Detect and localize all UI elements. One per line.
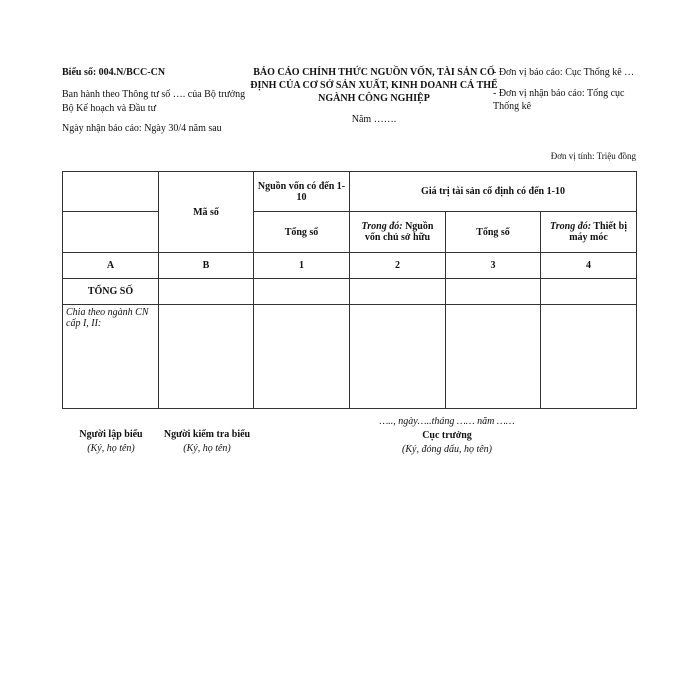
table-cell xyxy=(446,279,541,305)
header-right xyxy=(493,66,643,121)
signature-director xyxy=(352,415,542,457)
report-table xyxy=(62,171,637,409)
col-capital-header: Nguồn vốn có đến 1-10 xyxy=(254,172,350,212)
reporting-unit: - Đơn vị báo cáo: Cục Thống kê … xyxy=(493,67,635,78)
breakdown-row xyxy=(63,305,637,409)
table-cell xyxy=(446,305,541,409)
table-header-row xyxy=(63,172,637,212)
index-row xyxy=(63,253,637,279)
col-assets-header: Giá trị tài sản cố định có đến 1-10 xyxy=(350,172,637,212)
sub-machinery-prefix: Trong đó: xyxy=(550,221,592,232)
sub-owner-capital xyxy=(350,212,446,253)
director-date: ….., ngày…..tháng …… năm …… xyxy=(379,416,515,427)
table-cell xyxy=(159,279,254,305)
report-year: Năm ……. xyxy=(351,114,397,125)
row-total-label: TỔNG SỐ xyxy=(63,279,159,305)
sub-total-assets: Tổng số xyxy=(446,212,541,253)
index-cell: 4 xyxy=(541,253,637,279)
sub-total-capital: Tổng số xyxy=(254,212,350,253)
index-cell: 1 xyxy=(254,253,350,279)
sub-machinery xyxy=(541,212,637,253)
receiving-unit: - Đơn vị nhận báo cáo: Tổng cục Thống kê xyxy=(493,88,625,112)
director-sign: (Ký, đóng dấu, họ tên) xyxy=(402,444,492,455)
table-cell xyxy=(350,305,446,409)
total-row xyxy=(63,279,637,305)
table-cell xyxy=(541,305,637,409)
receive-date: Ngày nhận báo cáo: Ngày 30/4 năm sau xyxy=(62,123,222,134)
index-cell: 3 xyxy=(446,253,541,279)
index-cell: 2 xyxy=(350,253,446,279)
issued-by: Ban hành theo Thông tư số …. của Bộ trưởng Bộ Kế hoạch và Đầu tư xyxy=(62,89,246,114)
preparer-title: Người lập biểu xyxy=(79,429,143,440)
index-cell: B xyxy=(159,253,254,279)
header-empty-cell-top xyxy=(63,172,159,212)
table-cell xyxy=(254,279,350,305)
signature-checker xyxy=(158,428,256,456)
sub-owner-prefix: Trong đó: xyxy=(361,221,403,232)
report-title: BÁO CÁO CHÍNH THỨC NGUỒN VỐN, TÀI SẢN CỐ ĐỊNH CỦA CƠ SỞ SẢN XUẤT, KINH DOANH CÁ THỂ NGÀNH CÔNG NGHIỆP xyxy=(250,67,498,104)
table-subheader-row xyxy=(63,212,637,253)
director-title: Cục trưởng xyxy=(422,430,472,441)
sub-machinery-rest: Thiết bị máy móc xyxy=(569,221,627,243)
table-cell xyxy=(159,305,254,409)
checker-sign: (Ký, họ tên) xyxy=(183,443,231,454)
table-cell xyxy=(254,305,350,409)
form-code: Biểu số: 004.N/BCC-CN xyxy=(62,67,166,78)
col-code-header: Mã số xyxy=(159,172,254,253)
header-empty-cell-bottom xyxy=(63,212,159,253)
signature-preparer xyxy=(62,428,160,456)
table-cell xyxy=(350,279,446,305)
table-cell xyxy=(541,279,637,305)
header-center xyxy=(250,66,498,126)
preparer-sign: (Ký, họ tên) xyxy=(87,443,135,454)
checker-title: Người kiểm tra biểu xyxy=(163,429,251,440)
row-breakdown-label: Chia theo ngành CN cấp I, II: xyxy=(63,305,159,409)
header-left xyxy=(62,66,252,142)
index-cell: A xyxy=(63,253,159,279)
unit-note: Đơn vị tính: Triệu đồng xyxy=(550,151,636,161)
sub-owner-rest: Nguồn vốn chủ sở hữu xyxy=(364,221,434,243)
